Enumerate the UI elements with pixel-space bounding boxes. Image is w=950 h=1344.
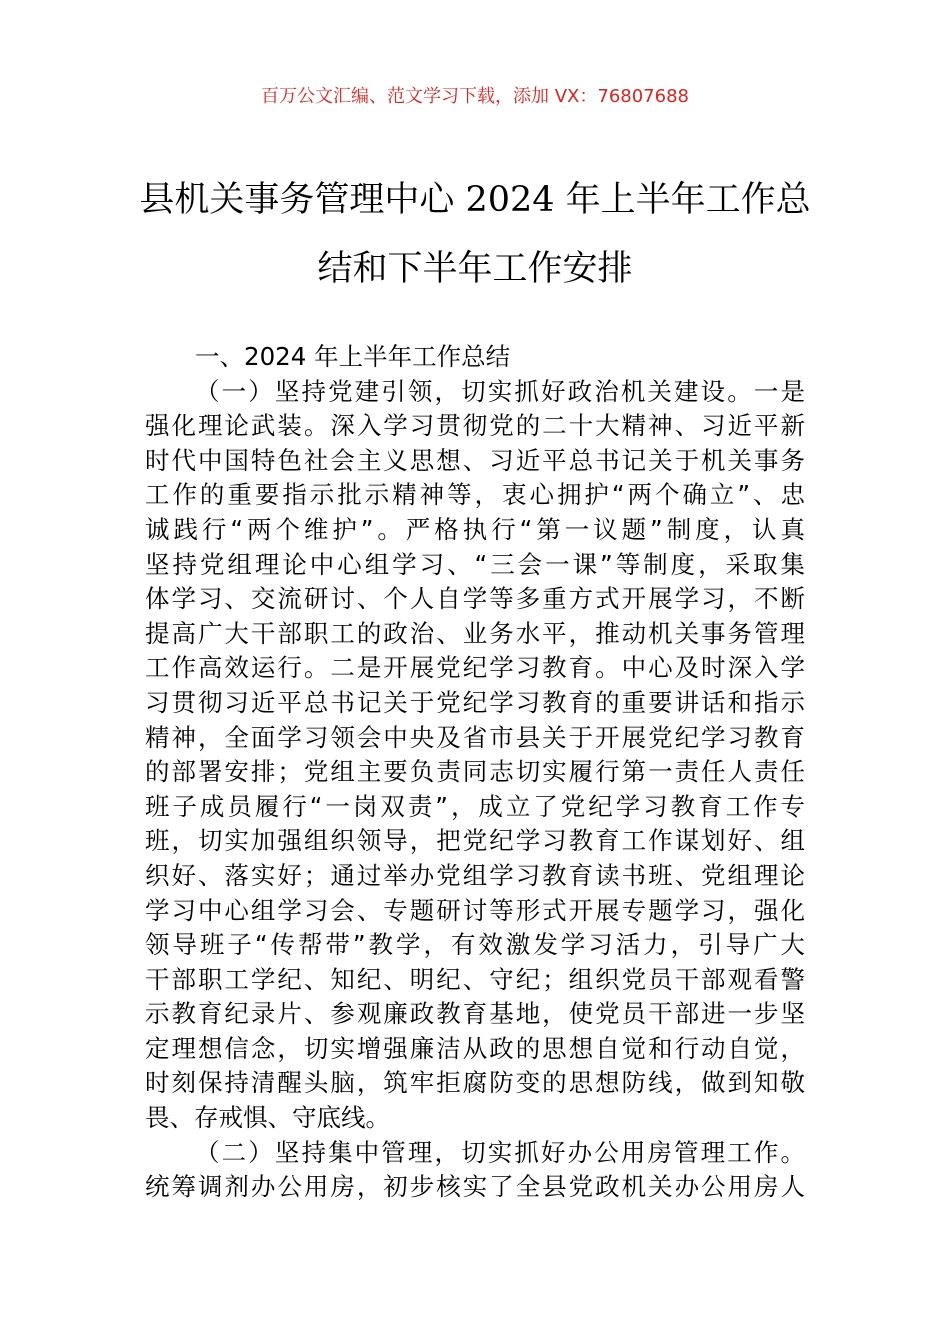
- body-line: 提高广大干部职工的政治、业务水平，推动机关事务管理: [145, 618, 805, 648]
- body-line: 畏、存戒惧、守底线。: [145, 1103, 390, 1133]
- section-heading: 一、2024 年上半年工作总结: [195, 342, 511, 371]
- body-line: 领导班子“传帮带”教学，有效激发学习活力，引导广大: [145, 930, 805, 960]
- body-line: 干部职工学纪、知纪、明纪、守纪；组织党员干部观看警: [145, 964, 805, 994]
- body-line: 时代中国特色社会主义思想、习近平总书记关于机关事务: [145, 445, 805, 475]
- header-watermark-note: 百万公文汇编、范文学习下载，添加 VX：76807688: [261, 86, 689, 107]
- body-line: 学习中心组学习会、专题研讨等形式开展专题学习，强化: [145, 895, 805, 925]
- body-line: 工作高效运行。二是开展党纪学习教育。中心及时深入学: [145, 653, 805, 683]
- body-line: 统筹调剂办公用房，初步核实了全县党政机关办公用房人: [145, 1172, 805, 1202]
- document-title-line-1: 县机关事务管理中心 2024 年上半年工作总: [139, 180, 811, 220]
- body-line: 时刻保持清醒头脑，筑牢拒腐防变的思想防线，做到知敬: [145, 1068, 805, 1098]
- body-line: 班，切实加强组织领导，把党纪学习教育工作谋划好、组: [145, 826, 805, 856]
- body-line: 班子成员履行“一岗双责”，成立了党纪学习教育工作专: [145, 791, 805, 821]
- body-line: 的部署安排；党组主要负责同志切实履行第一责任人责任: [145, 757, 805, 787]
- body-line: 诚践行“两个维护”。严格执行“第一议题”制度，认真: [145, 514, 805, 544]
- body-line: 体学习、交流研讨、个人自学等多重方式开展学习，不断: [145, 584, 805, 614]
- paragraph-heading: （二）坚持集中管理，切实抓好办公用房管理工作。: [195, 1137, 805, 1167]
- body-line: 精神，全面学习领会中央及省市县关于开展党纪学习教育: [145, 722, 805, 752]
- body-line: 习贯彻习近平总书记关于党纪学习教育的重要讲话和指示: [145, 687, 805, 717]
- body-line: 定理想信念，切实增强廉洁从政的思想自觉和行动自觉，: [145, 1033, 805, 1063]
- paragraph-heading: （一）坚持党建引领，切实抓好政治机关建设。一是: [195, 376, 805, 406]
- body-line: 坚持党组理论中心组学习、“三会一课”等制度，采取集: [145, 549, 805, 579]
- body-line: 织好、落实好；通过举办党组学习教育读书班、党组理论: [145, 860, 805, 890]
- body-line: 工作的重要指示批示精神等，衷心拥护“两个确立”、忠: [145, 480, 805, 510]
- body-line: 强化理论武装。深入学习贯彻党的二十大精神、习近平新: [145, 411, 805, 441]
- document-title-line-2: 结和下半年工作安排: [317, 249, 633, 289]
- body-line: 示教育纪录片、参观廉政教育基地，使党员干部进一步坚: [145, 999, 805, 1029]
- document-body: [145, 340, 805, 1205]
